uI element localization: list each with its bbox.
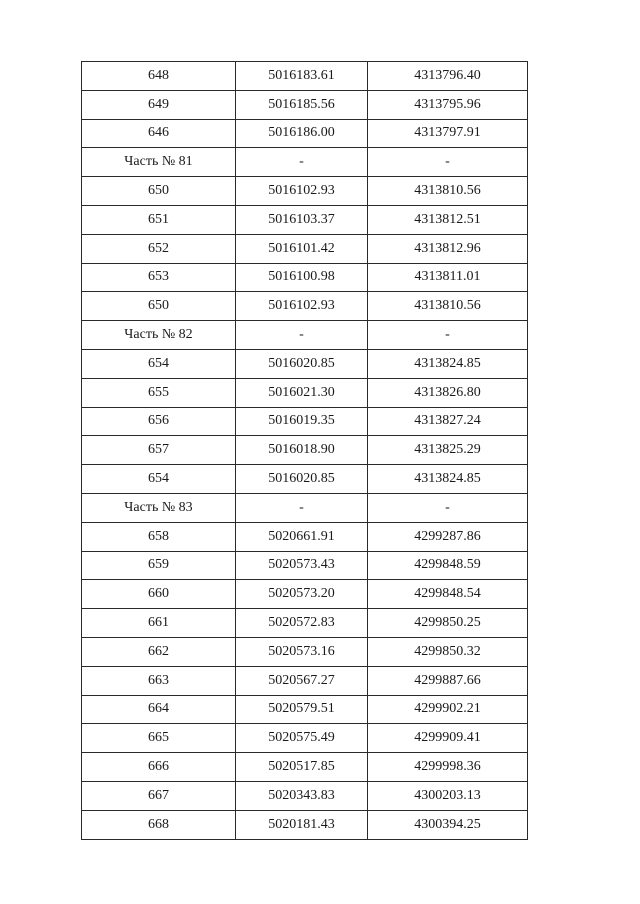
y-coordinate-cell: 4300394.25: [368, 810, 528, 839]
x-coordinate-cell: 5020661.91: [236, 522, 368, 551]
y-coordinate-cell: -: [368, 321, 528, 350]
x-coordinate-cell: 5020573.43: [236, 551, 368, 580]
y-coordinate-cell: 4300203.13: [368, 781, 528, 810]
point-number-cell: 646: [82, 119, 236, 148]
point-number-cell: 649: [82, 90, 236, 119]
y-coordinate-cell: 4313797.91: [368, 119, 528, 148]
table-row: [82, 580, 528, 609]
y-coordinate-cell: 4313824.85: [368, 349, 528, 378]
table-row: [82, 119, 528, 148]
table-row: [82, 148, 528, 177]
y-coordinate-cell: 4299850.25: [368, 609, 528, 638]
y-coordinate-cell: 4299848.54: [368, 580, 528, 609]
point-number-cell: 660: [82, 580, 236, 609]
table-row: [82, 695, 528, 724]
table-row: [82, 551, 528, 580]
y-coordinate-cell: 4313795.96: [368, 90, 528, 119]
x-coordinate-cell: 5016186.00: [236, 119, 368, 148]
x-coordinate-cell: 5016183.61: [236, 62, 368, 91]
table-row: [82, 753, 528, 782]
y-coordinate-cell: 4299850.32: [368, 637, 528, 666]
point-number-cell: 650: [82, 292, 236, 321]
y-coordinate-cell: -: [368, 493, 528, 522]
y-coordinate-cell: 4299909.41: [368, 724, 528, 753]
x-coordinate-cell: 5016020.85: [236, 465, 368, 494]
point-number-cell: 666: [82, 753, 236, 782]
y-coordinate-cell: 4313812.96: [368, 234, 528, 263]
y-coordinate-cell: 4313824.85: [368, 465, 528, 494]
x-coordinate-cell: 5016019.35: [236, 407, 368, 436]
point-number-cell: 651: [82, 205, 236, 234]
point-number-cell: 654: [82, 349, 236, 378]
x-coordinate-cell: 5020575.49: [236, 724, 368, 753]
table-row: [82, 263, 528, 292]
table-row: [82, 637, 528, 666]
y-coordinate-cell: 4313826.80: [368, 378, 528, 407]
point-number-cell: 652: [82, 234, 236, 263]
y-coordinate-cell: 4313810.56: [368, 292, 528, 321]
table-row: [82, 436, 528, 465]
x-coordinate-cell: -: [236, 493, 368, 522]
point-number-cell: 654: [82, 465, 236, 494]
y-coordinate-cell: 4313811.01: [368, 263, 528, 292]
point-number-cell: Часть № 81: [82, 148, 236, 177]
point-number-cell: 657: [82, 436, 236, 465]
x-coordinate-cell: 5016102.93: [236, 177, 368, 206]
x-coordinate-cell: 5020517.85: [236, 753, 368, 782]
x-coordinate-cell: -: [236, 321, 368, 350]
table-row: [82, 90, 528, 119]
y-coordinate-cell: 4313810.56: [368, 177, 528, 206]
x-coordinate-cell: 5016021.30: [236, 378, 368, 407]
table-row: [82, 781, 528, 810]
table-row: [82, 810, 528, 839]
y-coordinate-cell: 4299998.36: [368, 753, 528, 782]
point-number-cell: Часть № 83: [82, 493, 236, 522]
x-coordinate-cell: 5020573.16: [236, 637, 368, 666]
point-number-cell: 659: [82, 551, 236, 580]
x-coordinate-cell: 5016185.56: [236, 90, 368, 119]
table-row: [82, 378, 528, 407]
y-coordinate-cell: 4313827.24: [368, 407, 528, 436]
table-row: [82, 177, 528, 206]
point-number-cell: 658: [82, 522, 236, 551]
table-row: [82, 292, 528, 321]
x-coordinate-cell: 5016101.42: [236, 234, 368, 263]
coordinates-table-body: [82, 62, 528, 840]
table-row: [82, 234, 528, 263]
x-coordinate-cell: 5020181.43: [236, 810, 368, 839]
table-row: [82, 465, 528, 494]
table-row: [82, 205, 528, 234]
point-number-cell: 661: [82, 609, 236, 638]
x-coordinate-cell: 5020579.51: [236, 695, 368, 724]
y-coordinate-cell: 4299887.66: [368, 666, 528, 695]
point-number-cell: 664: [82, 695, 236, 724]
table-row: [82, 609, 528, 638]
y-coordinate-cell: -: [368, 148, 528, 177]
y-coordinate-cell: 4299848.59: [368, 551, 528, 580]
y-coordinate-cell: 4313825.29: [368, 436, 528, 465]
x-coordinate-cell: 5020573.20: [236, 580, 368, 609]
table-row: [82, 321, 528, 350]
point-number-cell: 667: [82, 781, 236, 810]
x-coordinate-cell: 5016103.37: [236, 205, 368, 234]
table-row: [82, 522, 528, 551]
table-row: [82, 62, 528, 91]
y-coordinate-cell: 4299287.86: [368, 522, 528, 551]
y-coordinate-cell: 4299902.21: [368, 695, 528, 724]
point-number-cell: 653: [82, 263, 236, 292]
point-number-cell: 662: [82, 637, 236, 666]
table-row: [82, 407, 528, 436]
point-number-cell: 648: [82, 62, 236, 91]
table-row: [82, 493, 528, 522]
x-coordinate-cell: 5020343.83: [236, 781, 368, 810]
point-number-cell: 655: [82, 378, 236, 407]
x-coordinate-cell: 5016102.93: [236, 292, 368, 321]
table-row: [82, 724, 528, 753]
point-number-cell: 650: [82, 177, 236, 206]
x-coordinate-cell: 5020567.27: [236, 666, 368, 695]
table-row: [82, 666, 528, 695]
x-coordinate-cell: 5016100.98: [236, 263, 368, 292]
point-number-cell: 665: [82, 724, 236, 753]
x-coordinate-cell: 5016020.85: [236, 349, 368, 378]
coordinates-table: [81, 61, 528, 840]
x-coordinate-cell: 5016018.90: [236, 436, 368, 465]
point-number-cell: 663: [82, 666, 236, 695]
table-row: [82, 349, 528, 378]
point-number-cell: 656: [82, 407, 236, 436]
x-coordinate-cell: -: [236, 148, 368, 177]
point-number-cell: 668: [82, 810, 236, 839]
point-number-cell: Часть № 82: [82, 321, 236, 350]
y-coordinate-cell: 4313796.40: [368, 62, 528, 91]
y-coordinate-cell: 4313812.51: [368, 205, 528, 234]
x-coordinate-cell: 5020572.83: [236, 609, 368, 638]
